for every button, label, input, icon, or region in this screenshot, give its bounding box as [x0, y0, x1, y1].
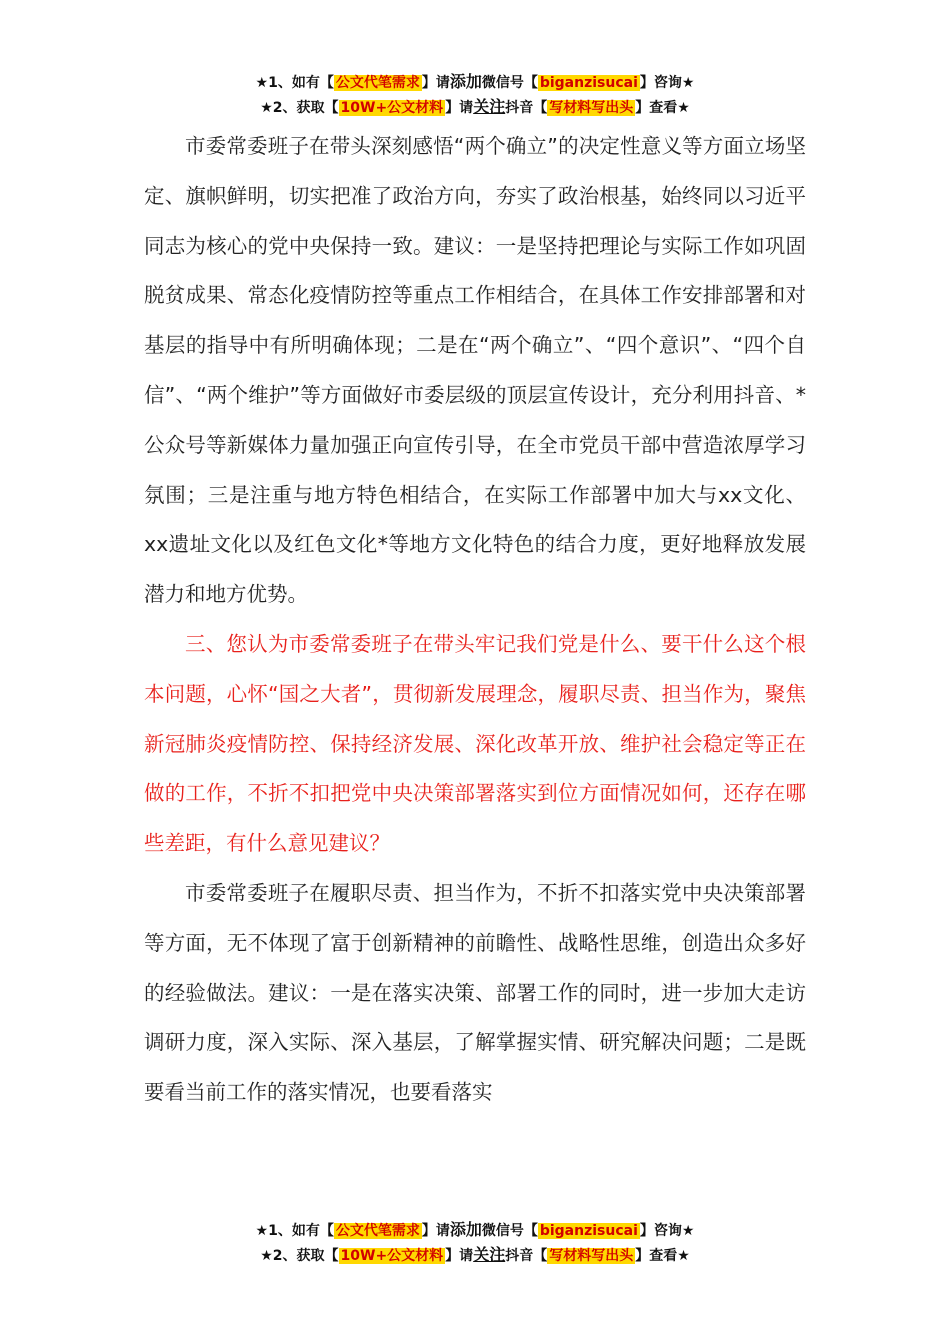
highlight-wechat-id: biganzisucai — [539, 75, 638, 91]
banner-text: 】咨询★ — [639, 1223, 695, 1239]
banner-text: 微信号【 — [481, 1223, 538, 1239]
highlight-douyin-account: 写材料写出头 — [549, 100, 634, 116]
banner-text: 】请 — [445, 100, 474, 116]
highlight-service: 公文代笔需求 — [335, 75, 420, 91]
highlight-wechat-id: biganzisucai — [539, 1223, 638, 1239]
document-body — [144, 122, 806, 1118]
highlight-service: 公文代笔需求 — [335, 1223, 420, 1239]
banner-emphasis: 关注 — [473, 1245, 506, 1264]
banner-text: 】查看★ — [635, 100, 690, 116]
body-paragraph: 市委常委班子在带头深刻感悟“两个确立”的决定性意义等方面立场坚定、旗帜鲜明，切实把准了政治方向，夯实了政治根基，始终同以习近平同志为核心的党中央保持一致。建议：一是坚持把理论与实际工作如巩固脱贫成果、常态化疫情防控等重点工作相结合，在具体工作安排部署和对基层的指导中有所明确体现；二是在“两个确立”、“四个意识”、“四个自信”、“两个维护”等方面做好市委层级的顶层宣传设计，充分利用抖音、*公众号等新媒体力量加强正向宣传引导，在全市党员干部中营造浓厚学习氛围；三是注重与地方特色相结合，在实际工作部署中加大与xx文化、xx遗址文化以及红色文化*等地方文化特色的结合力度，更好地释放发展潜力和地方优势。 — [144, 134, 806, 607]
banner-text: 抖音【 — [505, 1248, 548, 1264]
banner-emphasis: 关注 — [473, 97, 506, 116]
banner-line-2 — [0, 95, 950, 120]
header-banner — [0, 70, 950, 120]
banner-text: 微信号【 — [481, 75, 538, 91]
banner-text: ★1、如有【 — [255, 75, 334, 91]
highlight-materials: 10W+公文材料 — [340, 100, 444, 116]
banner-line-1 — [0, 1218, 950, 1243]
banner-text: 】请 — [421, 75, 450, 91]
banner-line-2 — [0, 1243, 950, 1268]
banner-emphasis: 添加 — [449, 72, 482, 91]
highlight-materials: 10W+公文材料 — [340, 1248, 444, 1264]
question-heading: 三、您认为市委常委班子在带头牢记我们党是什么、要干什么这个根本问题，心怀“国之大者”，贯彻新发展理念，履职尽责、担当作为，聚焦新冠肺炎疫情防控、保持经济发展、深化改革开放、维护社会稳定等正在做的工作，不折不扣把党中央决策部署落实到位方面情况如何，还存在哪些差距，有什么意见建议？ — [144, 631, 806, 856]
banner-text: 】请 — [445, 1248, 474, 1264]
banner-text: 】查看★ — [635, 1248, 690, 1264]
banner-text: ★2、获取【 — [260, 1248, 339, 1264]
banner-text: ★2、获取【 — [260, 100, 339, 116]
footer-banner — [0, 1218, 950, 1268]
body-paragraph: 市委常委班子在履职尽责、担当作为，不折不扣落实党中央决策部署等方面，无不体现了富于创新精神的前瞻性、战略性思维，创造出众多好的经验做法。建议：一是在落实决策、部署工作的同时，进一步加大走访调研力度，深入实际、深入基层，了解掌握实情、研究解决问题；二是既要看当前工作的落实情况，也要看落实 — [144, 880, 806, 1105]
banner-text: 抖音【 — [505, 100, 548, 116]
banner-text: 】咨询★ — [639, 75, 695, 91]
banner-text: ★1、如有【 — [255, 1223, 334, 1239]
banner-line-1 — [0, 70, 950, 95]
highlight-douyin-account: 写材料写出头 — [549, 1248, 634, 1264]
banner-text: 】请 — [421, 1223, 450, 1239]
banner-emphasis: 添加 — [449, 1220, 482, 1239]
